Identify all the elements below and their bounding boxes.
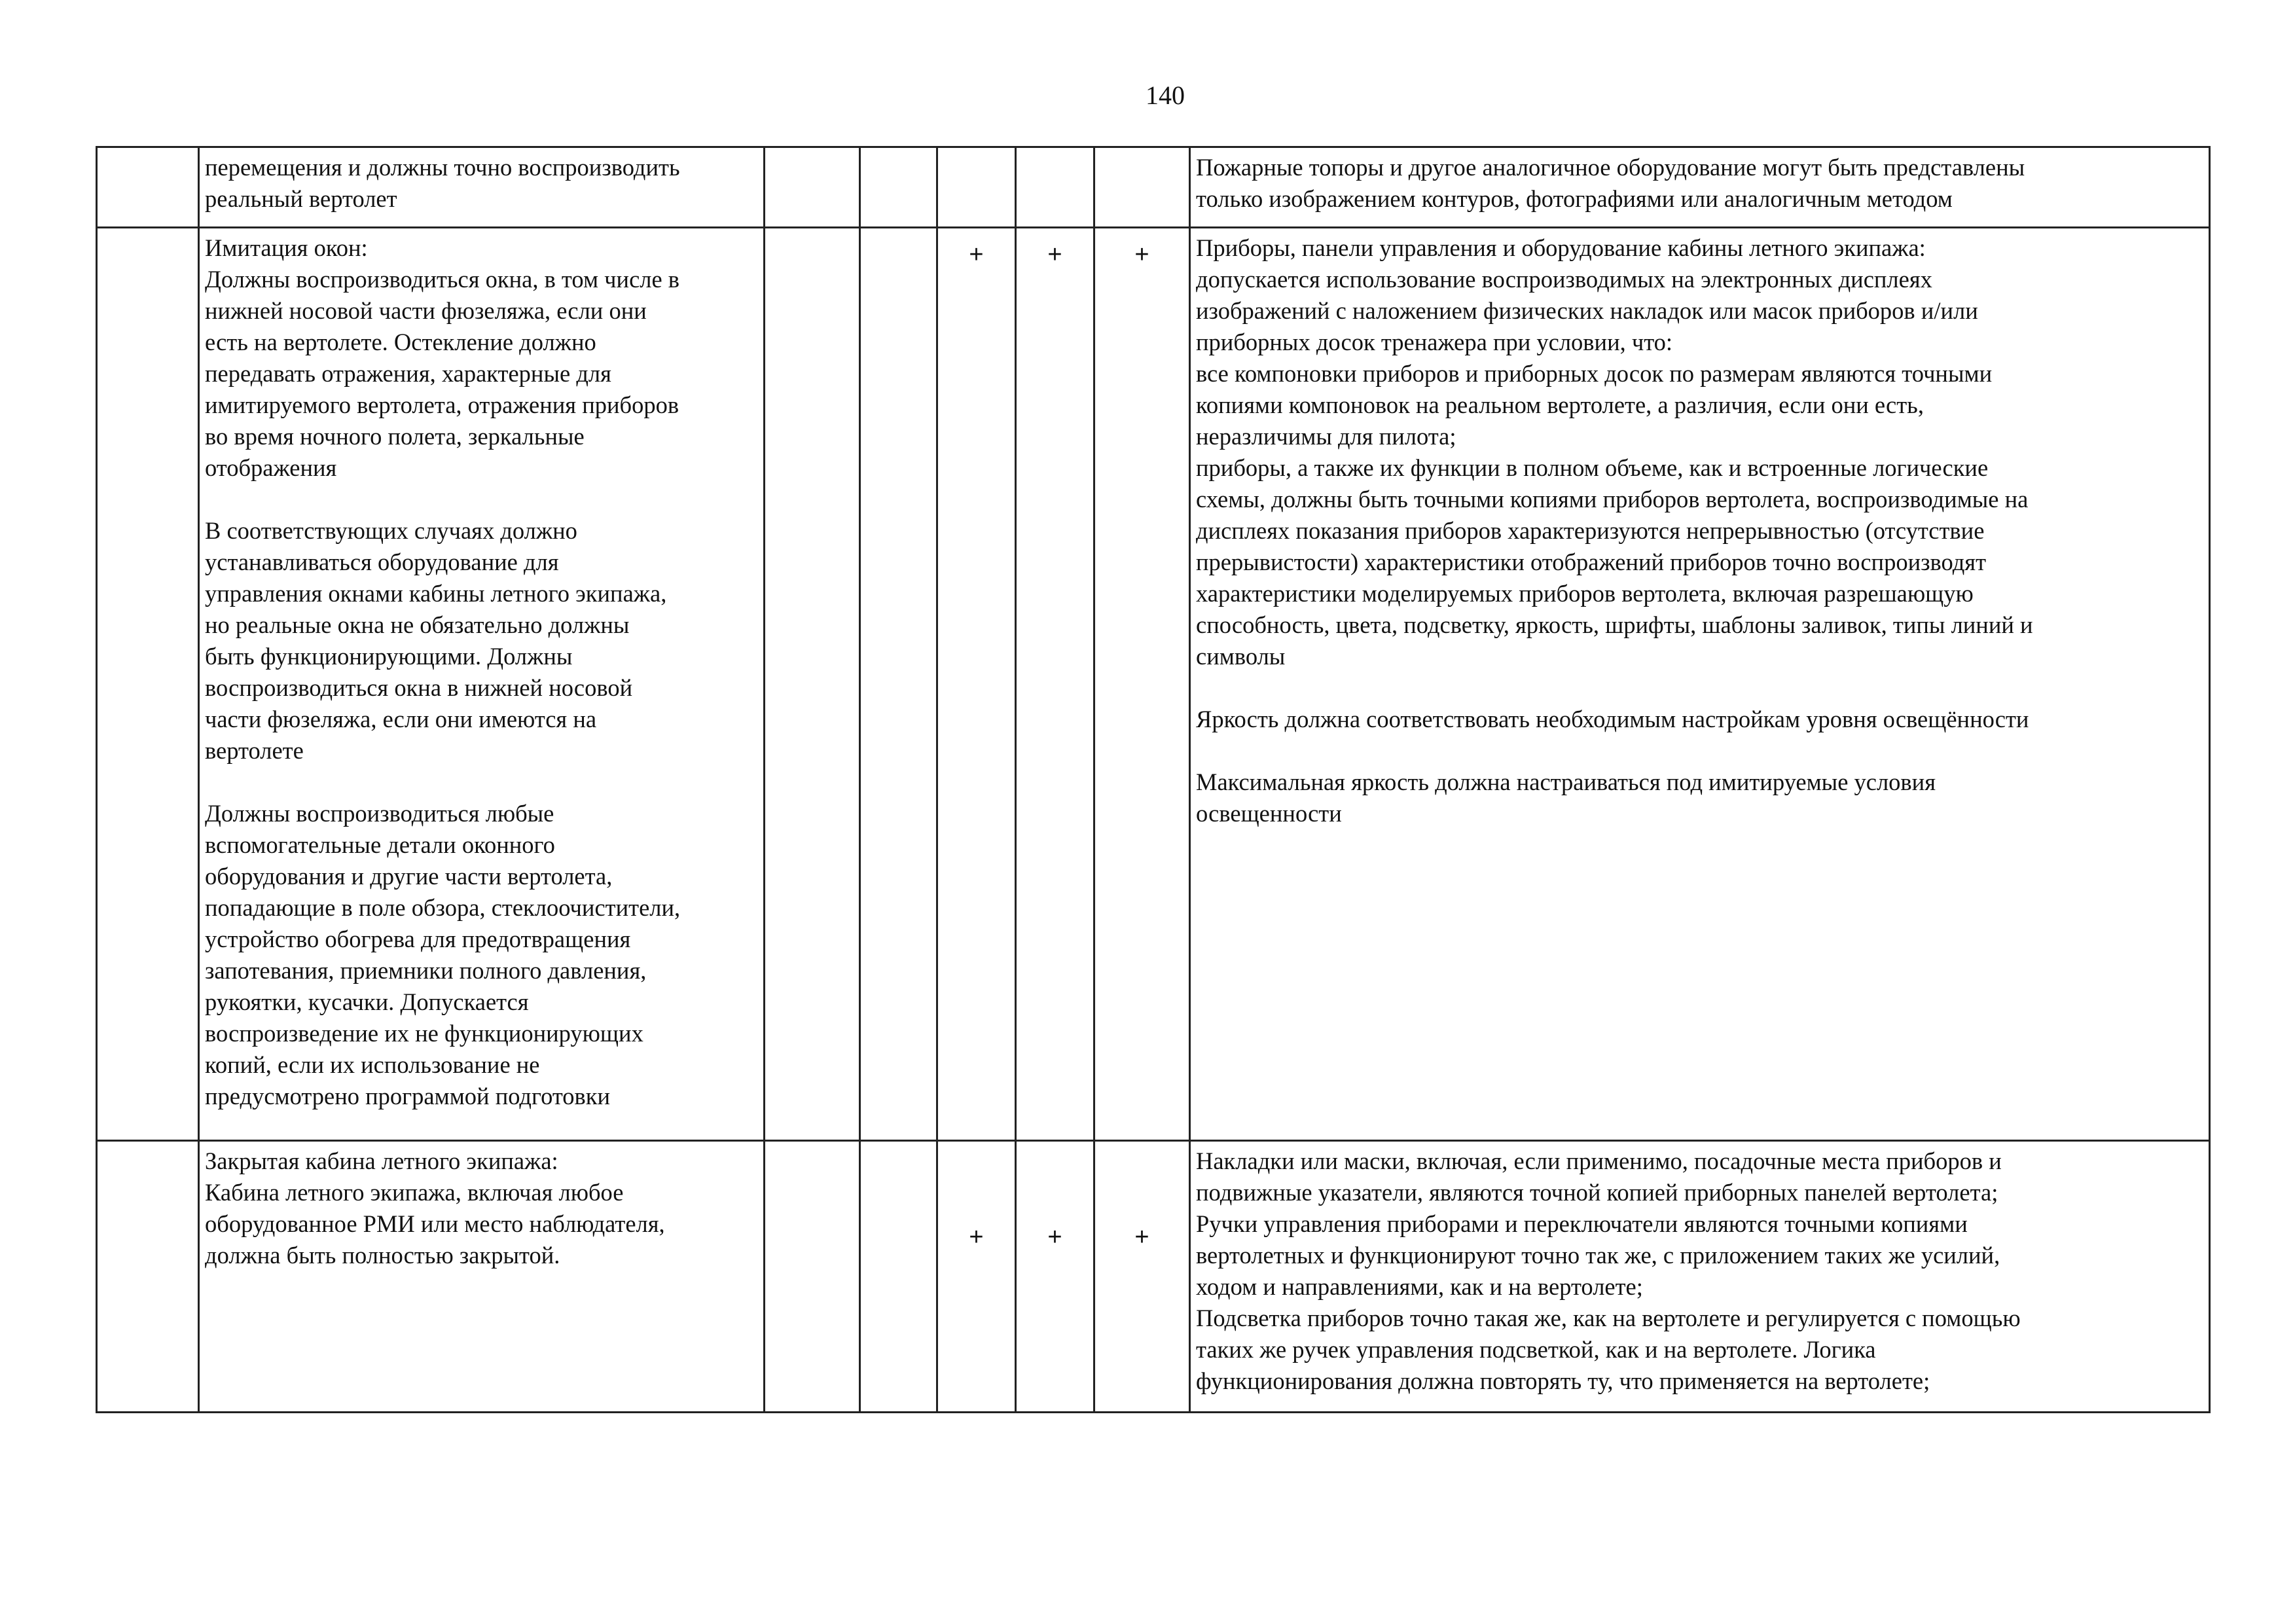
mark-cell	[937, 228, 1016, 1141]
mark-cell	[937, 147, 1016, 228]
row-number-cell	[97, 228, 199, 1141]
plus-mark: +	[1047, 241, 1062, 268]
note-cell: Накладки или маски, включая, если применимо, посадочные места приборов и подвижные указатели, являются точной копией приборных панелей вертолета; Ручки управления приборами и переключатели являются точными копиями вертолетных и функционируют точно так же, с приложением таких же усилий, ходом и направлениями, как и на вертолете; Подсветка приборов точно такая же, как на вертолете и регулируется с помощью таких же ручек управления подсветкой, как и на вертолете. Логика функционирования должна повторять ту, что применяется на вертолете;	[1190, 1141, 2210, 1413]
mark-cell	[1094, 147, 1190, 228]
page-number: 140	[1146, 81, 1185, 110]
mark-cell	[765, 147, 860, 228]
requirement-cell: Закрытая кабина летного экипажа: Кабина летного экипажа, включая любое оборудованное РМИ или место наблюдателя, должна быть полностью закрытой.	[199, 1141, 765, 1413]
note-paragraph: Максимальная яркость должна настраиваться под имитируемые условия освещенности	[1196, 768, 1936, 827]
row-number-cell	[97, 1141, 199, 1413]
mark-cell	[860, 147, 937, 228]
table-row	[97, 228, 2210, 1141]
mark-cell	[1016, 147, 1094, 228]
note-paragraph: все компоновки приборов и приборных досок по размерам являются точными копиями компоновок на реальном вертолете, а различия, если они есть, неразличимы для пилота; приборы, а также их функции в полном объеме, как и встроенные логические схемы, должны быть точными копиями приборов вертолета, воспроизводимые на дисплеях показания приборов характеризуются непрерывностью (отсутствие прерывистости) характеристики отображений приборов точно воспроизводят характеристики моделируемых приборов вертолета, включая разрешающую способность, цвета, подсветку, яркость, шрифты, шаблоны заливок, типы линий и символы	[1196, 360, 2033, 670]
table-row	[97, 147, 2210, 228]
plus-mark: +	[969, 241, 984, 268]
mark-cell	[765, 1141, 860, 1413]
row-number-cell	[97, 147, 199, 228]
mark-cell	[937, 1141, 1016, 1413]
mark-cell	[1016, 228, 1094, 1141]
plus-mark: +	[969, 1223, 984, 1251]
note-heading: Приборы, панели управления и оборудование кабины летного экипажа:	[1196, 234, 1926, 261]
mark-cell	[1016, 1141, 1094, 1413]
requirement-cell	[199, 228, 765, 1141]
requirement-paragraph: Должны воспроизводиться любые вспомогательные детали оконного оборудования и другие части вертолета, попадающие в поле обзора, стеклоочистители, устройство обогрева для предотвращения запотевания, приемники полного давления, рукоятки, кусачки. Допускается воспроизведение их не функционирующих копий, если их использование не предусмотрено программой подготовки	[205, 800, 681, 1110]
table-row	[97, 1141, 2210, 1413]
mark-cell	[860, 1141, 937, 1413]
requirement-paragraph: Должны воспроизводиться окна, в том числе в нижней носовой части фюзеляжа, если они есть на вертолете. Остекление должно передавать отражения, характерные для имитируемого вертолета, отражения приборов во время ночного полета, зеркальные отображения	[205, 266, 680, 481]
requirement-paragraph: В соответствующих случаях должно устанавливаться оборудование для управления окнами кабины летного экипажа, но реальные окна не обязательно должны быть функционирующими. Должны воспроизводиться окна в нижней носовой части фюзеляжа, если они имеются на вертолете	[205, 517, 667, 764]
plus-mark: +	[1134, 1223, 1149, 1251]
mark-cell	[765, 228, 860, 1141]
plus-mark: +	[1047, 1223, 1062, 1251]
note-cell	[1190, 228, 2210, 1141]
mark-cell	[1094, 1141, 1190, 1413]
requirement-heading: Имитация окон:	[205, 234, 368, 261]
mark-cell	[1094, 228, 1190, 1141]
note-paragraph: Яркость должна соответствовать необходимым настройкам уровня освещённости	[1196, 706, 2029, 732]
requirement-cell: перемещения и должны точно воспроизводить реальный вертолет	[199, 147, 765, 228]
requirements-table	[96, 146, 2211, 1413]
plus-mark: +	[1134, 241, 1149, 268]
note-paragraph: допускается использование воспроизводимых на электронных дисплеях изображений с наложением физических накладок или масок приборов и/или приборных досок тренажера при условии, что:	[1196, 266, 1978, 355]
mark-cell	[860, 228, 937, 1141]
note-cell: Пожарные топоры и другое аналогичное оборудование могут быть представлены только изображением контуров, фотографиями или аналогичным методом	[1190, 147, 2210, 228]
